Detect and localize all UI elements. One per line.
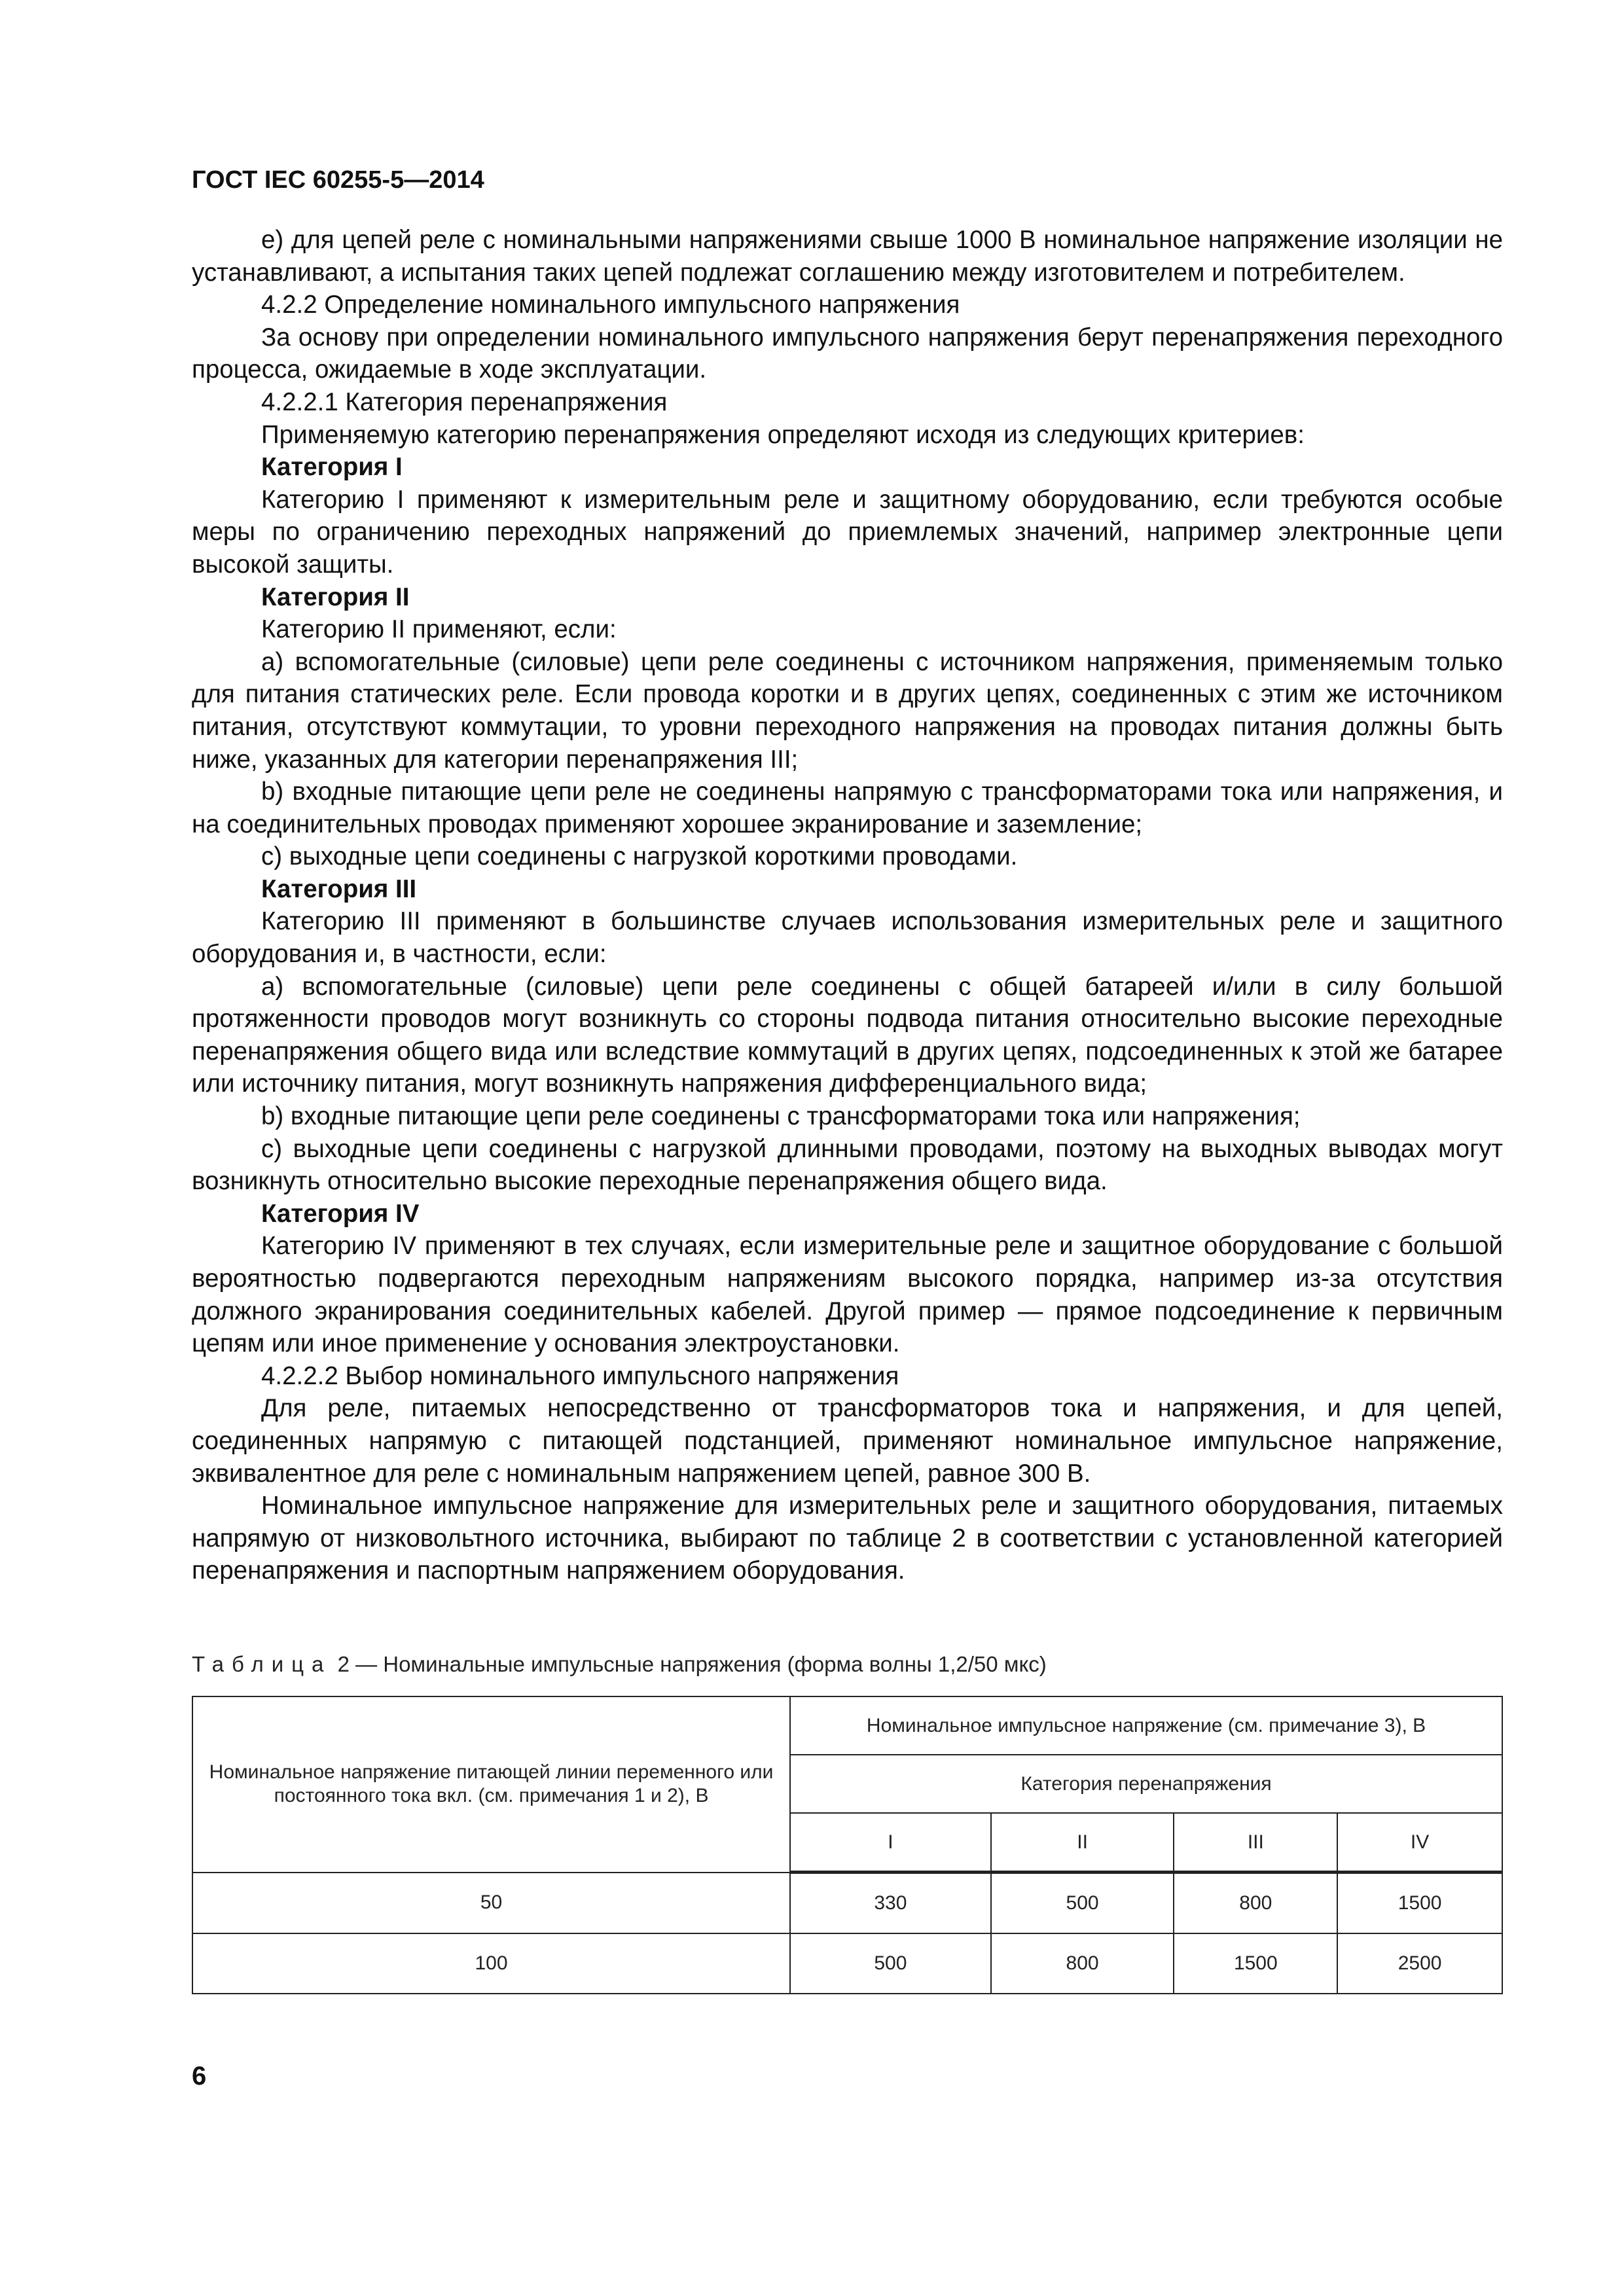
table-cell-value: 1500 [1337, 1873, 1502, 1934]
body-paragraph: a) вспомогательные (силовые) цепи реле соединены с общей батареей и/или в силу большой протяженности проводов могут возникнуть со стороны подвода питания относительно высокие переходные перенапряжения общего вида или вследствие коммутаций в других цепях, подсоединенных к этой же батарее или источнику питания, могут возникнуть напряжения дифференциального вида; [192, 972, 1503, 1098]
category-heading: Категория III [261, 874, 417, 903]
body-paragraph: Категорию IV применяют в тех случаях, если измерительные реле и защитное оборудование с большой вероятностью подвергаются переходным напряжениям высокого порядка, например из-за отсутствия должного экранирования соединительных кабелей. Другой пример — прямое подсоединение к первичным цепям или иное применение у основания электроустановки. [192, 1232, 1503, 1358]
body-paragraph: c) выходные цепи соединены с нагрузкой короткими проводами. [261, 842, 1018, 871]
body-paragraph: 4.2.2.1 Категория перенапряжения [261, 387, 668, 416]
body-paragraph: c) выходные цепи соединены с нагрузкой длинными проводами, поэтому на выходных выводах могут возникнуть относительно высокие переходные перенапряжения общего вида. [192, 1134, 1503, 1196]
category-heading: Категория II [261, 583, 410, 611]
category-heading: Категория IV [261, 1199, 420, 1228]
table-header-supply-voltage: Номинальное напряжение питающей линии переменного или постоянного тока вкл. (см. примечания 1 и 2), В [192, 1696, 790, 1873]
table-header-category-iv: IV [1337, 1813, 1502, 1873]
voltage-table [192, 1696, 1503, 1994]
table-cell-value: 330 [790, 1873, 991, 1934]
category-heading: Категория I [261, 453, 403, 482]
table-row [192, 1873, 1502, 1934]
body-paragraph: Для реле, питаемых непосредственно от трансформаторов тока и напряжения, и для цепей, соединенных напрямую с питающей подстанцией, применяют номинальное импульсное напряжение, эквивалентное для реле с номинальным напряжением цепей, равное 300 В. [192, 1394, 1503, 1488]
table-header-overvoltage-category: Категория перенапряжения [790, 1755, 1502, 1813]
table-header-category-i: I [790, 1813, 991, 1873]
body-paragraph: Номинальное импульсное напряжение для измерительных реле и защитного оборудования, питаемых напрямую от низковольтного источника, выбирают по таблице 2 в соответствии с установленной категорией перенапряжения и паспортным напряжением оборудования. [192, 1492, 1503, 1585]
body-paragraph: e) для цепей реле с номинальными напряжениями свыше 1000 В номинальное напряжение изоляции не устанавливают, а испытания таких цепей подлежат соглашению между изготовителем и потребителем. [192, 226, 1503, 287]
table-cell-voltage: 50 [192, 1873, 790, 1934]
body-paragraph: b) входные питающие цепи реле соединены с трансформаторами тока или напряжения; [261, 1102, 1301, 1131]
body-paragraph: b) входные питающие цепи реле не соединены напрямую с трансформаторами тока или напряжения, и на соединительных проводах применяют хорошее экранирование и заземление; [192, 778, 1503, 838]
body-paragraph: Применяемую категорию перенапряжения определяют исходя из следующих критериев: [261, 420, 1305, 449]
table-cell-value: 800 [1174, 1873, 1337, 1934]
table-row [192, 1933, 1502, 1994]
table-caption-label: Таблица [192, 1652, 332, 1676]
table-cell-value: 800 [991, 1933, 1174, 1994]
body-paragraph: За основу при определении номинального импульсного напряжения берут перенапряжения переходного процесса, ожидаемые в ходе эксплуатации. [192, 323, 1503, 384]
table-cell-value: 500 [991, 1873, 1174, 1934]
page-number: 6 [192, 2062, 207, 2090]
table-header-impulse-voltage: Номинальное импульсное напряжение (см. примечание 3), В [790, 1696, 1502, 1755]
body-paragraph: a) вспомогательные (силовые) цепи реле соединены с источником напряжения, применяемым только для питания статических реле. Если провода коротки и в других цепях, соединенных с этим же источником питания, отсутствуют коммутации, то уровни переходного напряжения на проводах питания должны быть ниже, указанных для категории перенапряжения III; [192, 647, 1503, 774]
body-paragraph: 4.2.2.2 Выбор номинального импульсного напряжения [261, 1361, 899, 1390]
table-header-category-ii: II [991, 1813, 1174, 1873]
table-cell-value: 2500 [1337, 1933, 1502, 1994]
table-cell-value: 500 [790, 1933, 991, 1994]
table-header-category-iii: III [1174, 1813, 1337, 1873]
body-paragraph: 4.2.2 Определение номинального импульсного напряжения [261, 291, 960, 319]
body-paragraph: Категорию III применяют в большинстве случаев использования измерительных реле и защитного оборудования и, в частности, если: [192, 907, 1503, 969]
table-cell-value: 1500 [1174, 1933, 1337, 1994]
table-caption-title: 2 — Номинальные импульсные напряжения (форма волны 1,2/50 мкс) [337, 1652, 1047, 1676]
body-paragraph: Категорию I применяют к измерительным реле и защитному оборудованию, если требуются особые меры по ограничению переходных напряжений до приемлемых значений, например электронные цепи высокой защиты. [192, 485, 1503, 579]
document-body [192, 224, 1503, 1587]
document-header: ГОСТ IEC 60255-5—2014 [192, 166, 484, 194]
table-cell-voltage: 100 [192, 1933, 790, 1994]
body-paragraph: Категорию II применяют, если: [261, 615, 617, 644]
table-caption [192, 1652, 1047, 1677]
